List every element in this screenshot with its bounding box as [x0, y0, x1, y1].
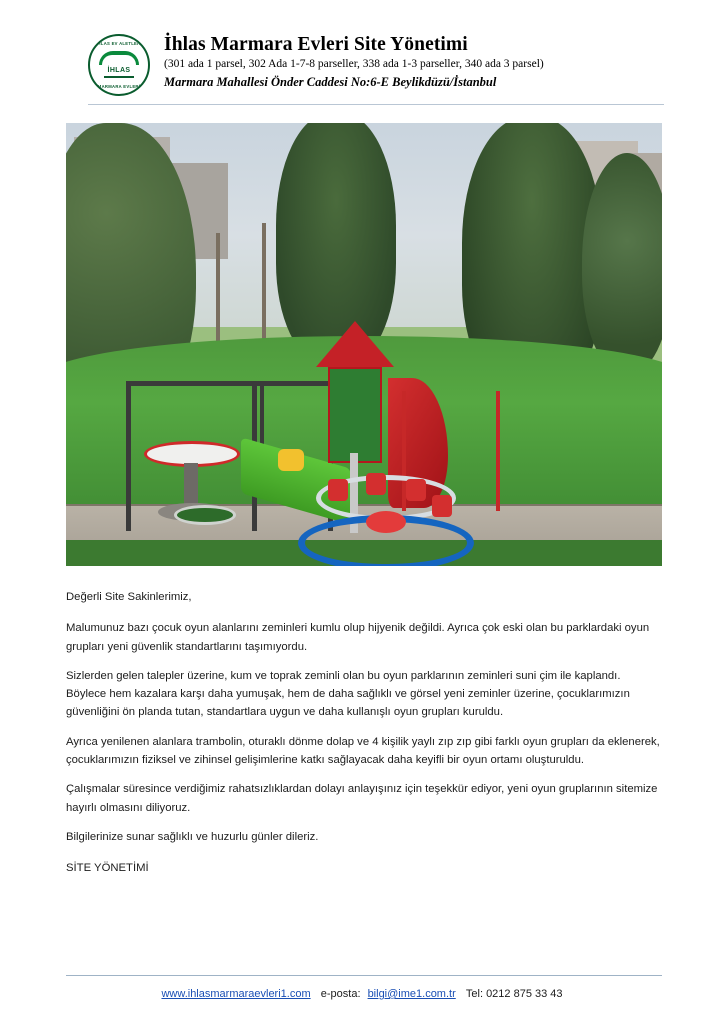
logo-ring-bottom-text: MARMARA EVLERİ	[97, 84, 141, 89]
document-footer	[0, 988, 724, 1000]
photo-trampoline	[174, 505, 236, 525]
playground-photo	[66, 123, 662, 566]
photo-carousel-seat	[432, 495, 452, 517]
photo-carousel-seat	[366, 473, 386, 495]
site-logo	[88, 34, 150, 96]
letter-paragraph: Çalışmalar süresince verdiğimiz rahatsızlıklardan dolayı anlayışınız için teşekkür ediyor, yeni oyun gruplarının sitemize hayırlı olmasını diliyoruz.	[66, 783, 658, 814]
letter-body	[66, 588, 662, 878]
website-link[interactable]: www.ihlasmarmaraevleri1.com	[161, 988, 311, 1000]
organization-address: Marmara Mahallesi Önder Caddesi No:6-E Beylikdüzü/İstanbul	[164, 75, 497, 90]
photo-frame-top-bar	[126, 381, 332, 386]
logo-ring-top-text: İHLAS EV ALETLERİ	[96, 41, 142, 46]
photo-tree	[276, 123, 396, 363]
letterhead-text	[164, 32, 544, 91]
photo-tower-body	[328, 367, 382, 463]
letter-salutation: Değerli Site Sakinlerimiz,	[66, 591, 192, 603]
playground-photo-canvas	[66, 123, 662, 566]
photo-tree	[582, 153, 662, 373]
logo-brand-text: İHLAS	[107, 67, 131, 74]
email-link[interactable]: bilgi@ime1.com.tr	[367, 988, 456, 1000]
phone-number: Tel: 0212 875 33 43	[465, 988, 563, 1000]
letter-paragraph: Bilgilerinize sunar sağlıklı ve huzurlu günler dileriz.	[66, 830, 319, 843]
photo-yellow-panel	[278, 449, 304, 471]
photo-carousel-seat	[406, 479, 426, 501]
logo-underline	[104, 76, 134, 78]
photo-carousel-hub	[366, 511, 406, 533]
header-divider	[88, 104, 664, 105]
organization-parcels: (301 ada 1 parsel, 302 Ada 1-7-8 parseller, 338 ada 1-3 parseller, 340 ada 3 parsel)	[164, 58, 544, 71]
photo-frame-leg	[126, 381, 131, 531]
organization-title: İhlas Marmara Evleri Site Yönetimi	[164, 34, 468, 55]
logo-dome-icon	[99, 51, 139, 65]
footer-divider	[66, 975, 662, 976]
letter-paragraph: Malumunuz bazı çocuk oyun alanlarını zeminleri kumlu olup hijyenik değildi. Ayrıca çok eski olan bu parklardaki oyun grupları yeni güvenlik standartlarını taşımıyordu.	[66, 622, 650, 653]
email-label: e-posta:	[320, 988, 361, 1000]
letter-paragraph: Ayrıca yenilenen alanlara trambolin, oturaklı dönme dolap ve 4 kişilik yaylı zıp zıp gibi farklı oyun grupları da eklenerek, çocuklarımızın fiziksel ve zihinsel gelişimlerine katkı sağlayacak daha keyifli bir oyun ortamı oluşturuldu.	[66, 735, 660, 767]
letterhead	[0, 0, 724, 96]
letter-paragraph: Sizlerden gelen talepler üzerine, kum ve toprak zeminli olan bu oyun parklarının zeminleri suni çim ile kaplandı. Böylece hem kazalara karşı daha yumuşak, hem de daha sağlıklı ve görsel yeni zeminler üzerine, çocuklarımızın güvenliğini ön planda tutan, standartlara uygun ve daha kullanışlı oyun grupları kuruldu.	[66, 669, 630, 719]
letter-signature: SİTE YÖNETİMİ	[66, 862, 149, 875]
photo-carousel-seat	[328, 479, 348, 501]
